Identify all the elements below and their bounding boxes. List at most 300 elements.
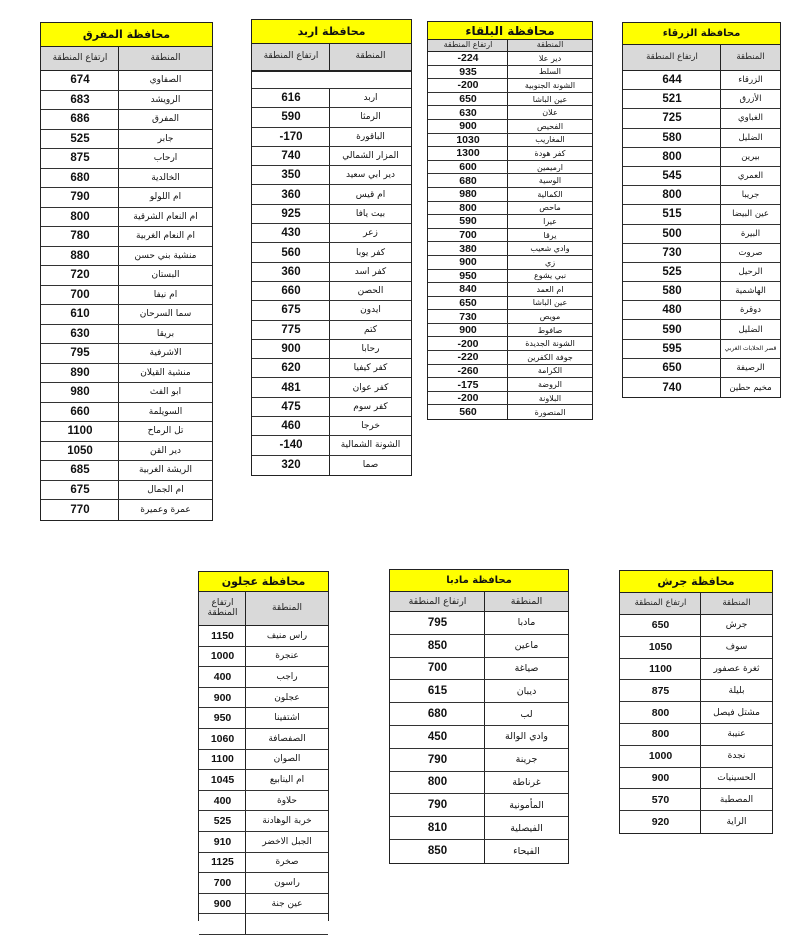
table-row (41, 383, 212, 403)
table-row (41, 227, 212, 247)
elevation-cell: 350 (281, 169, 301, 182)
area-name-cell: الشونة الشمالية (329, 436, 411, 454)
area-name-cell: يرقا (507, 229, 592, 242)
elevation-cell: 1060 (210, 732, 235, 745)
area-name-cell: الاشرفية (118, 344, 212, 363)
area-name-cell: بيرين (720, 148, 780, 166)
area-name-cell: الجبل الاخضر (245, 832, 328, 852)
area-name-cell: الفيحاء (484, 840, 568, 863)
table-row (41, 266, 212, 286)
area-name-cell: الحصن (329, 282, 411, 300)
area-name-cell: ثغرة عصفور (700, 659, 772, 680)
table-row (428, 256, 592, 270)
table-row (41, 422, 212, 442)
table-row (390, 840, 568, 863)
table-row (252, 166, 411, 185)
table-row (252, 185, 411, 204)
area-name-cell: المأمونية (484, 794, 568, 816)
table-row (199, 708, 328, 729)
elevation-cell: 850 (427, 845, 448, 858)
area-name-cell: ام قيس (329, 185, 411, 203)
table-header (199, 592, 328, 626)
elevation-cell: 660 (281, 285, 301, 298)
table-row (428, 242, 592, 256)
table-row (620, 615, 772, 637)
table-row (428, 93, 592, 107)
table-row (199, 688, 328, 709)
area-name-cell: العمري (720, 167, 780, 185)
elevation-cell: -200 (457, 392, 479, 405)
elevation-cell: 616 (281, 92, 301, 105)
area-name-cell: مشتل فيصل (700, 702, 772, 723)
elevation-cell: 900 (459, 120, 477, 133)
elevation-cell: 890 (70, 366, 90, 379)
table-row (623, 320, 780, 339)
area-name-cell: ام العمد (507, 283, 592, 296)
elevation-cell: 686 (70, 113, 90, 126)
table-row (252, 359, 411, 378)
elevation-cell: 1000 (648, 750, 673, 763)
madaba-table (389, 569, 569, 864)
area-name-cell: عين الباشا (507, 297, 592, 310)
table-row (428, 134, 592, 148)
area-name-cell: كفر يوبا (329, 243, 411, 261)
table-row (623, 282, 780, 301)
area-name-cell: المنصورة (507, 405, 592, 419)
table-row (252, 456, 411, 475)
elevation-cell: 680 (459, 174, 477, 187)
elevation-cell: 660 (70, 405, 90, 418)
elevation-cell: 875 (651, 684, 670, 697)
area-name-cell: جرش (700, 615, 772, 636)
elevation-cell: 775 (281, 323, 301, 336)
table-row (199, 791, 328, 812)
area-name-cell: راسون (245, 873, 328, 893)
area-name-cell: الحسينيات (700, 768, 772, 789)
area-name-cell: ارميمين (507, 161, 592, 174)
area-name-cell: خرجا (329, 417, 411, 435)
table-body (41, 71, 212, 520)
table-row (620, 724, 772, 746)
elevation-cell: 545 (662, 170, 682, 183)
area-name-cell: البستان (118, 266, 212, 285)
table-row (428, 351, 592, 365)
area-name-cell: نجدة (700, 746, 772, 767)
table-row (41, 130, 212, 150)
elevation-cell: -200 (457, 337, 479, 350)
area-name-cell: الخالدية (118, 169, 212, 188)
elevation-cell: 525 (70, 132, 90, 145)
elevation-cell: 615 (427, 685, 448, 698)
table-row (41, 91, 212, 111)
table-row (620, 659, 772, 681)
elevation-cell: 450 (427, 730, 448, 743)
table-title: محافظة المفرق (41, 23, 212, 47)
table-row (620, 637, 772, 659)
elevation-cell: 800 (70, 210, 90, 223)
elevation-cell: 900 (281, 343, 301, 355)
area-name-cell: المفرق (118, 110, 212, 129)
elevation-cell: 800 (651, 728, 670, 741)
area-name-cell: علان (507, 106, 592, 119)
table-row (199, 626, 328, 647)
column-header-elevation: ارتفاع المنطقة (634, 598, 687, 609)
table-row (623, 378, 780, 397)
elevation-cell: 400 (213, 670, 232, 683)
table-row (623, 205, 780, 224)
elevation-cell: 800 (459, 201, 477, 214)
table-row (623, 90, 780, 109)
area-name-cell: ام الينابيع (245, 770, 328, 790)
elevation-cell: 400 (213, 794, 232, 807)
area-name-cell: نبي يشوع (507, 270, 592, 283)
table-row (252, 417, 411, 436)
table-row (623, 301, 780, 320)
table-header (620, 593, 772, 615)
area-name-cell: دوقرة (720, 301, 780, 319)
area-name-cell: رحابا (329, 340, 411, 358)
area-name-cell: جرينة (484, 749, 568, 771)
area-name-cell: كتم (329, 321, 411, 339)
table-header (252, 44, 411, 72)
table-row (41, 442, 212, 462)
elevation-cell: 644 (662, 74, 682, 87)
elevation-cell: 650 (651, 619, 670, 632)
table-row (623, 167, 780, 186)
area-name-cell: كفر اسد (329, 263, 411, 281)
table-row (620, 746, 772, 768)
elevation-cell: 730 (459, 310, 477, 323)
header-spacer (252, 72, 411, 89)
table-row (252, 301, 411, 320)
table-row (428, 147, 592, 161)
table-row (199, 647, 328, 668)
area-name-cell: الفحيص (507, 120, 592, 133)
area-name-cell: جوفة الكفرين (507, 351, 592, 364)
table-row (252, 205, 411, 224)
table-row (428, 378, 592, 392)
area-name-cell: زي (507, 256, 592, 269)
area-name-cell: بريقا (118, 325, 212, 344)
table-row (252, 128, 411, 147)
elevation-cell: 1030 (456, 133, 480, 146)
table-row (199, 770, 328, 791)
area-name-cell: عنيبة (700, 724, 772, 745)
elevation-cell: 650 (459, 93, 477, 106)
table-row (252, 436, 411, 455)
area-name-cell: منشية القيلان (118, 364, 212, 383)
table-row (623, 263, 780, 282)
elevation-cell: 840 (459, 283, 477, 296)
area-name-cell: عجلون (245, 688, 328, 708)
elevation-cell: -220 (457, 351, 479, 364)
table-row (428, 161, 592, 175)
elevation-cell: -224 (457, 52, 479, 65)
column-header-area: المنطقة (720, 45, 780, 70)
table-row (252, 89, 411, 108)
elevation-cell: 790 (427, 753, 448, 766)
area-name-cell: الرويشد (118, 91, 212, 110)
table-row (199, 811, 328, 832)
elevation-cell: 740 (281, 150, 301, 163)
ajloun-table (198, 571, 329, 921)
area-name-cell: الشونة الجنوبية (507, 79, 592, 92)
table-row (390, 772, 568, 795)
table-row (41, 188, 212, 208)
elevation-cell: 480 (662, 304, 682, 317)
column-header-area: المنطقة (245, 592, 328, 625)
table-row (623, 129, 780, 148)
area-name-cell: الضليل (720, 320, 780, 338)
table-row (428, 405, 592, 419)
elevation-cell: 875 (70, 152, 90, 165)
area-name-cell: حلاوة (245, 791, 328, 811)
table-row (428, 283, 592, 297)
table-row (428, 106, 592, 120)
elevation-cell: 700 (213, 876, 232, 889)
table-row (428, 310, 592, 324)
elevation-cell: 521 (662, 93, 682, 106)
elevation-cell: 795 (70, 347, 90, 360)
elevation-cell: 950 (213, 712, 232, 725)
area-name-cell: الراية (700, 811, 772, 833)
area-name-cell: السلط (507, 66, 592, 79)
elevation-cell: 795 (427, 616, 448, 629)
area-name-cell: الزرقاء (720, 71, 780, 89)
elevation-cell: 580 (662, 131, 682, 144)
elevation-cell: 810 (427, 822, 448, 835)
elevation-cell: 1150 (211, 629, 234, 642)
table-row (390, 680, 568, 703)
elevation-cell: 980 (459, 188, 477, 201)
elevation-cell: 590 (281, 111, 301, 124)
table-row (428, 66, 592, 80)
area-name-cell: عنجرة (245, 647, 328, 667)
area-name-cell: اشتفينا (245, 708, 328, 728)
table-row (252, 340, 411, 359)
elevation-cell: 700 (459, 229, 477, 242)
area-name-cell: السويلمة (118, 403, 212, 422)
elevation-cell: 1050 (67, 444, 93, 457)
table-row (428, 297, 592, 311)
table-row (41, 247, 212, 267)
area-name-cell: مويص (507, 310, 592, 323)
area-name-cell: ابو الفث (118, 383, 212, 402)
elevation-cell: 630 (459, 106, 477, 119)
area-name-cell: ايدون (329, 301, 411, 319)
column-header-area: المنطقة (700, 593, 772, 614)
table-row (252, 398, 411, 417)
table-row (623, 148, 780, 167)
elevation-cell: 630 (70, 327, 90, 340)
area-name-cell: الأزرق (720, 90, 780, 108)
area-name-cell: ام الجمال (118, 481, 212, 500)
area-name-cell: ام اللولو (118, 188, 212, 207)
elevation-cell: -175 (457, 378, 479, 391)
elevation-cell: 680 (70, 171, 90, 184)
elevation-cell: 980 (70, 386, 90, 399)
area-name-cell: راجب (245, 667, 328, 687)
table-row (252, 378, 411, 397)
area-name-cell: ماعين (484, 635, 568, 657)
table-row (428, 324, 592, 338)
table-row (199, 914, 328, 935)
area-name-cell: دير ابي سعيد (329, 166, 411, 184)
elevation-cell: 560 (281, 246, 301, 259)
table-row (41, 403, 212, 423)
table-row (428, 229, 592, 243)
column-header-area: المنطقة (484, 592, 568, 611)
elevation-cell: 700 (70, 288, 90, 301)
elevation-cell: 570 (651, 793, 670, 806)
area-name-cell: جريبا (720, 186, 780, 204)
area-name-cell: زعر (329, 224, 411, 242)
area-name-cell: صياغة (484, 658, 568, 680)
table-title: محافظة اربد (252, 20, 411, 44)
elevation-cell: 475 (281, 400, 301, 413)
table-row (620, 702, 772, 724)
column-header-area: المنطقة (118, 47, 212, 70)
area-name-cell: منشية بني حسن (118, 247, 212, 266)
table-row (41, 169, 212, 189)
table-row (428, 337, 592, 351)
elevation-cell: 675 (281, 304, 301, 317)
area-name-cell: عمرة وعميرة (118, 500, 212, 520)
table-row (41, 110, 212, 130)
area-name-cell: بليلة (700, 680, 772, 701)
elevation-cell: 790 (70, 191, 90, 204)
table-row (41, 364, 212, 384)
table-row (252, 243, 411, 262)
area-name-cell: جابر (118, 130, 212, 149)
table-row (41, 286, 212, 306)
elevation-cell: 780 (70, 230, 90, 243)
elevation-cell: 590 (459, 215, 477, 228)
elevation-cell: 730 (662, 246, 682, 259)
elevation-cell: 1100 (211, 753, 234, 766)
table-body (390, 612, 568, 863)
table-row (41, 305, 212, 325)
elevation-cell: 925 (281, 207, 301, 220)
area-name-cell: ام نيفا (118, 286, 212, 305)
area-name-cell: البلاونة (507, 392, 592, 405)
table-row (390, 703, 568, 726)
area-name-cell: اربد (329, 89, 411, 107)
area-name-cell: الريشة الغربية (118, 461, 212, 480)
area-name-cell: دير القن (118, 442, 212, 461)
elevation-cell (200, 914, 245, 934)
elevation-cell: 595 (662, 342, 682, 355)
elevation-cell: -140 (279, 439, 303, 452)
area-name-cell: وادي شعيب (507, 242, 592, 255)
elevation-cell: 800 (662, 189, 682, 202)
area-name-cell: صروت (720, 244, 780, 262)
column-header-elevation: ارتفاع المنطقة (263, 51, 319, 62)
area-name-cell: مخيم حطين (720, 378, 780, 397)
table-body (620, 615, 772, 833)
mafraq-table (40, 22, 213, 521)
table-row (390, 794, 568, 817)
zarqa-table (622, 22, 781, 398)
table-row (199, 894, 328, 915)
area-name-cell: صما (329, 456, 411, 475)
elevation-cell: -200 (457, 79, 479, 92)
elevation-cell: -260 (457, 364, 479, 377)
table-row (41, 71, 212, 91)
table-body (252, 89, 411, 475)
elevation-cell: 675 (70, 483, 90, 496)
table-body (623, 71, 780, 397)
area-name-cell: خربة الوهادنة (245, 811, 328, 831)
table-row (252, 321, 411, 340)
table-row (199, 750, 328, 771)
elevation-cell: 880 (70, 249, 90, 262)
table-row (620, 789, 772, 811)
elevation-cell: 360 (281, 265, 301, 278)
area-name-cell: لب (484, 703, 568, 725)
table-row (41, 149, 212, 169)
table-row (428, 202, 592, 216)
table-body (428, 52, 592, 419)
area-name-cell: الشونة الجديدة (507, 337, 592, 350)
elevation-cell: 900 (459, 324, 477, 337)
table-row (199, 832, 328, 853)
area-name-cell: المغاريب (507, 134, 592, 147)
area-name-cell: صخرة (245, 853, 328, 873)
area-name-cell: دير علا (507, 52, 592, 65)
area-name-cell: ديبان (484, 680, 568, 702)
area-name-cell: تل الرماح (118, 422, 212, 441)
elevation-cell: 720 (70, 269, 90, 282)
table-row (623, 340, 780, 359)
area-name-cell: الرصيفة (720, 359, 780, 377)
table-row (620, 680, 772, 702)
table-row (428, 392, 592, 406)
table-row (390, 658, 568, 681)
elevation-cell: 950 (459, 269, 477, 282)
table-row (252, 108, 411, 127)
elevation-cell: 900 (459, 256, 477, 269)
area-name-cell: صافوط (507, 324, 592, 337)
table-row (428, 215, 592, 229)
table-row (199, 729, 328, 750)
table-title: محافظة البلقاء (428, 22, 592, 40)
area-name-cell: الباقورة (329, 128, 411, 146)
area-name-cell: عين جنة (245, 894, 328, 914)
table-row (623, 244, 780, 263)
elevation-cell: 1300 (456, 147, 480, 160)
column-header-elevation: ارتفاع المنطقة (443, 40, 493, 50)
table-row (623, 186, 780, 205)
table-row (623, 109, 780, 128)
column-header-elevation: ارتفاع المنطقة (207, 598, 238, 618)
area-name-cell: غرناطة (484, 772, 568, 794)
area-name-cell (245, 914, 328, 934)
area-name-cell: الرمثا (329, 108, 411, 126)
table-row (41, 344, 212, 364)
table-row (623, 71, 780, 90)
elevation-cell: 600 (459, 161, 477, 174)
area-name-cell: قصر الحلابات الغربي (720, 340, 780, 358)
elevation-cell: 460 (281, 420, 301, 433)
elevation-cell: 590 (662, 323, 682, 336)
table-title: محافظة جرش (620, 571, 772, 593)
table-row (199, 873, 328, 894)
area-name-cell: الصفاوي (118, 71, 212, 90)
elevation-cell: 515 (662, 208, 682, 221)
elevation-cell: 725 (662, 112, 682, 125)
area-name-cell: سوف (700, 637, 772, 658)
